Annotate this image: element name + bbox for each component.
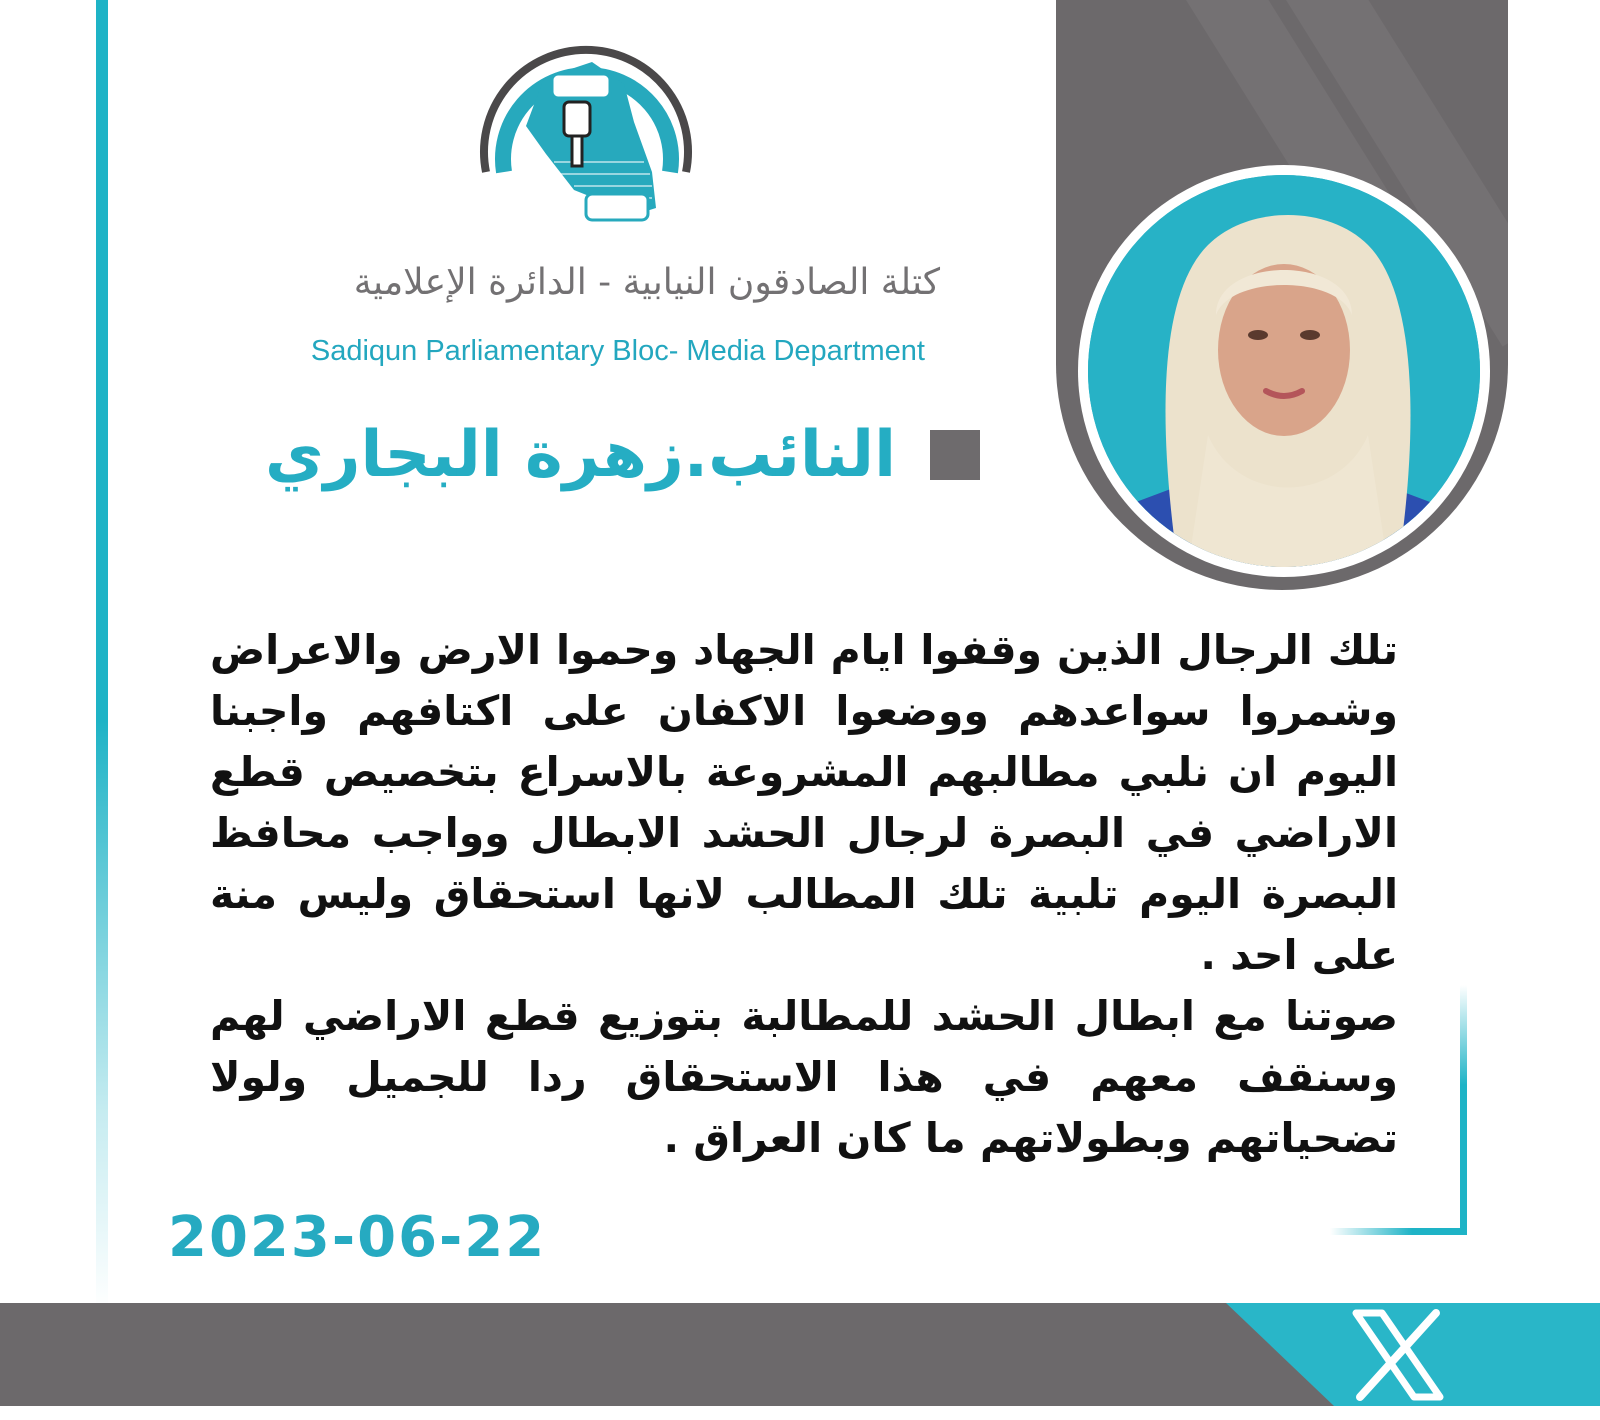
speaker-heading: [265, 418, 980, 492]
speaker-name: النائب.زهرة البجاري: [264, 418, 896, 492]
left-accent-bar: [96, 0, 108, 1310]
x-icon[interactable]: [1352, 1309, 1444, 1401]
text-frame-right: [1460, 985, 1467, 1235]
organization-name-english: Sadiqun Parliamentary Bloc- Media Department: [310, 335, 925, 367]
sadiqun-bloc-logo: [474, 22, 698, 236]
publication-date: 2023-06-22: [168, 1205, 547, 1270]
statement-paragraph-1: تلك الرجال الذين وقفوا ايام الجهاد وحموا الارض والاعراض وشمروا سواعدهم ووضعوا الاكفان على اكتافهم واجبنا اليوم ان نلبي مطالبهم المشروعة بالاسراع بتخصيص قطع الاراضي في البصرة لرجال الحشد الابطال وواجب محافظ البصرة اليوم تلبية تلك المطالب لانها استحقاق وليس منة على احد .: [210, 626, 1398, 979]
statement-paragraph-2: صوتنا مع ابطال الحشد للمطالبة بتوزيع قطع الاراضي لهم وسنقف معهم في هذا الاستحقاق ردا للجميل ولولا تضحياتهم وبطولاتهم ما كان العراق .: [210, 992, 1398, 1162]
text-frame-bottom: [1330, 1228, 1467, 1235]
portrait-photo: [1088, 175, 1480, 567]
square-bullet-icon: [930, 430, 980, 480]
statement-text: [210, 620, 1398, 1169]
organization-name-arabic: كتلة الصادقون النيابية - الدائرة الإعلامية: [353, 262, 940, 303]
